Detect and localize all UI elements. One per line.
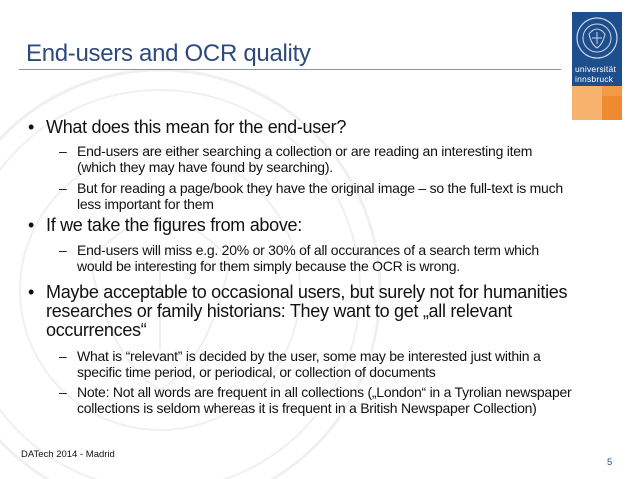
dash-glyph: – (59, 143, 67, 159)
sub-bullet-item (59, 143, 557, 175)
title-divider (19, 69, 561, 70)
sub-bullet-text: But for reading a page/book they have the original image – so the full-text is much less important for them (77, 180, 563, 212)
sub-bullet-text: End-users are either searching a collection or are reading an interesting item (which they may have found by searching). (77, 143, 533, 175)
sub-bullet-item (59, 348, 567, 380)
bullet-text: What does this mean for the end-user? (46, 117, 347, 137)
bullet-item (28, 117, 566, 137)
dash-glyph: – (59, 384, 67, 400)
bullet-item (28, 282, 591, 340)
dash-glyph: – (59, 242, 67, 258)
logo-wordmark (572, 64, 622, 86)
university-logo (572, 12, 622, 120)
bullet-item (28, 215, 566, 235)
dash-glyph: – (59, 180, 67, 196)
sub-bullet-item (59, 180, 567, 212)
logo-color-band (572, 86, 622, 120)
sub-bullet-text: End-users will miss e.g. 20% or 30% of all occurances of a search term which would be interesting for them simply because the OCR is wrong. (77, 242, 539, 274)
bullet-text: Maybe acceptable to occasional users, but surely not for humanities researches or family historians: They want to get „all relevant occurrences“ (46, 282, 568, 340)
dash-glyph: – (59, 348, 67, 364)
logo-line-2: innsbruck (575, 74, 614, 84)
logo-seal-icon (572, 12, 622, 64)
bullet-glyph: • (28, 117, 35, 137)
bullet-glyph: • (28, 282, 35, 302)
bullet-glyph: • (28, 215, 35, 235)
sub-bullet-item (59, 384, 577, 416)
slide-footer: DATech 2014 - Madrid (21, 449, 115, 460)
sub-bullet-item (59, 242, 557, 274)
bullet-text: If we take the figures from above: (46, 215, 302, 235)
sub-bullet-text: Note: Not all words are frequent in all collections („London“ in a Tyrolian newspaper collections is seldom whereas it is frequent in a British Newspaper Collection) (77, 384, 572, 416)
logo-line-1: universität (575, 64, 616, 74)
page-number: 5 (607, 457, 613, 468)
sub-bullet-text: What is “relevant” is decided by the user, some may be interested just within a specific time period, or periodical, or collection of documents (77, 348, 541, 380)
slide-title: End-users and OCR quality (26, 40, 311, 67)
